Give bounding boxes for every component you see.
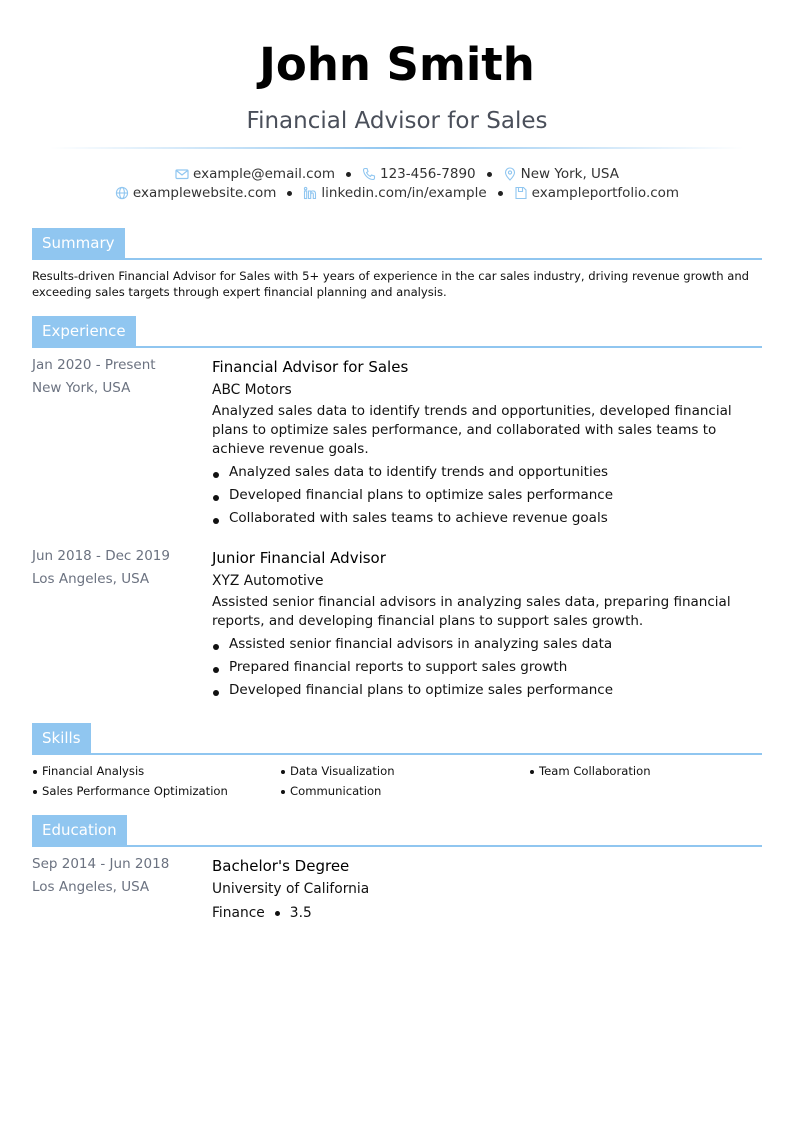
job-1-details [212, 356, 762, 530]
contact-website[interactable] [115, 185, 277, 201]
skill-item: Sales Performance Optimization [32, 781, 228, 801]
phone-text: 123-456-7890 [379, 166, 476, 182]
separator-dot [498, 191, 503, 196]
contact-email[interactable] [175, 166, 335, 182]
list-item: Analyzed sales data to identify trends and opportunities [212, 461, 762, 484]
education-dates: Sep 2014 - Jun 2018 [32, 856, 170, 872]
field-of-study: Finance [212, 905, 265, 921]
candidate-title: Financial Advisor for Sales [246, 108, 548, 134]
header-divider [50, 147, 744, 149]
job-bullets [212, 461, 762, 530]
globe-icon [115, 186, 129, 200]
separator-dot [287, 191, 292, 196]
education-location: Los Angeles, USA [32, 879, 150, 895]
linkedin-text: linkedin.com/in/example [321, 185, 487, 201]
job-description: Analyzed sales data to identify trends and opportunities, developed financial plans to optimize sales performance, and collaborated with sales teams to achieve revenue goals. [212, 403, 732, 457]
separator-dot [346, 172, 351, 177]
field-and-gpa [212, 901, 762, 925]
skill-item: Communication [280, 781, 381, 801]
job-company: XYZ Automotive [212, 573, 324, 589]
job-description: Assisted senior financial advisors in analyzing sales data, preparing financial reports, and developing financial plans to support sales growth. [212, 594, 731, 629]
education-section-header [32, 815, 762, 847]
school: University of California [212, 881, 370, 897]
summary-text: Results-driven Financial Advisor for Sales with 5+ years of experience in the car sales industry, driving revenue growth and exceeding sales targets through expert financial planning and analysis. [32, 269, 750, 299]
job-1-meta [32, 354, 202, 400]
list-item: Collaborated with sales teams to achieve revenue goals [212, 507, 762, 530]
contact-portfolio[interactable] [514, 185, 679, 201]
skill-item: Data Visualization [280, 761, 395, 781]
location-text: New York, USA [520, 166, 619, 182]
skill-item: Team Collaboration [529, 761, 651, 781]
job-title: Financial Advisor for Sales [212, 358, 409, 376]
job-title: Junior Financial Advisor [212, 549, 386, 567]
education-meta [32, 853, 202, 899]
separator-dot [275, 911, 280, 916]
list-item: Developed financial plans to optimize sales performance [212, 484, 762, 507]
job-dates: Jan 2020 - Present [32, 357, 156, 373]
contact-phone[interactable] [362, 166, 476, 182]
portfolio-icon [514, 186, 528, 200]
skill-item: Financial Analysis [32, 761, 144, 781]
job-bullets [212, 633, 762, 702]
portfolio-text: exampleportfolio.com [531, 185, 680, 201]
job-dates: Jun 2018 - Dec 2019 [32, 548, 170, 564]
education-details [212, 855, 762, 925]
contact-location [503, 166, 619, 182]
website-text: examplewebsite.com [132, 185, 277, 201]
list-item: Prepared financial reports to support sales growth [212, 656, 762, 679]
education-heading: Education [32, 815, 127, 845]
experience-section-header [32, 316, 762, 348]
job-location: Los Angeles, USA [32, 571, 150, 587]
candidate-name: John Smith [259, 38, 535, 91]
gpa: 3.5 [289, 905, 312, 921]
list-item: Assisted senior financial advisors in analyzing sales data [212, 633, 762, 656]
contact-row-primary [0, 166, 794, 182]
list-item: Developed financial plans to optimize sales performance [212, 679, 762, 702]
experience-heading: Experience [32, 316, 136, 346]
email-text: example@email.com [193, 166, 335, 182]
job-2-details [212, 547, 762, 702]
contact-linkedin[interactable] [303, 185, 486, 201]
separator-dot [487, 172, 492, 177]
envelope-icon [175, 167, 189, 181]
linkedin-icon [303, 186, 317, 200]
job-company: ABC Motors [212, 382, 292, 398]
map-pin-icon [503, 167, 517, 181]
job-location: New York, USA [32, 380, 131, 396]
job-2-meta [32, 545, 202, 591]
skills-section-header [32, 723, 762, 755]
contact-row-secondary [0, 185, 794, 201]
skills-heading: Skills [32, 723, 91, 753]
degree: Bachelor's Degree [212, 857, 350, 875]
phone-icon [362, 167, 376, 181]
summary-section-header [32, 228, 762, 260]
summary-heading: Summary [32, 228, 125, 258]
